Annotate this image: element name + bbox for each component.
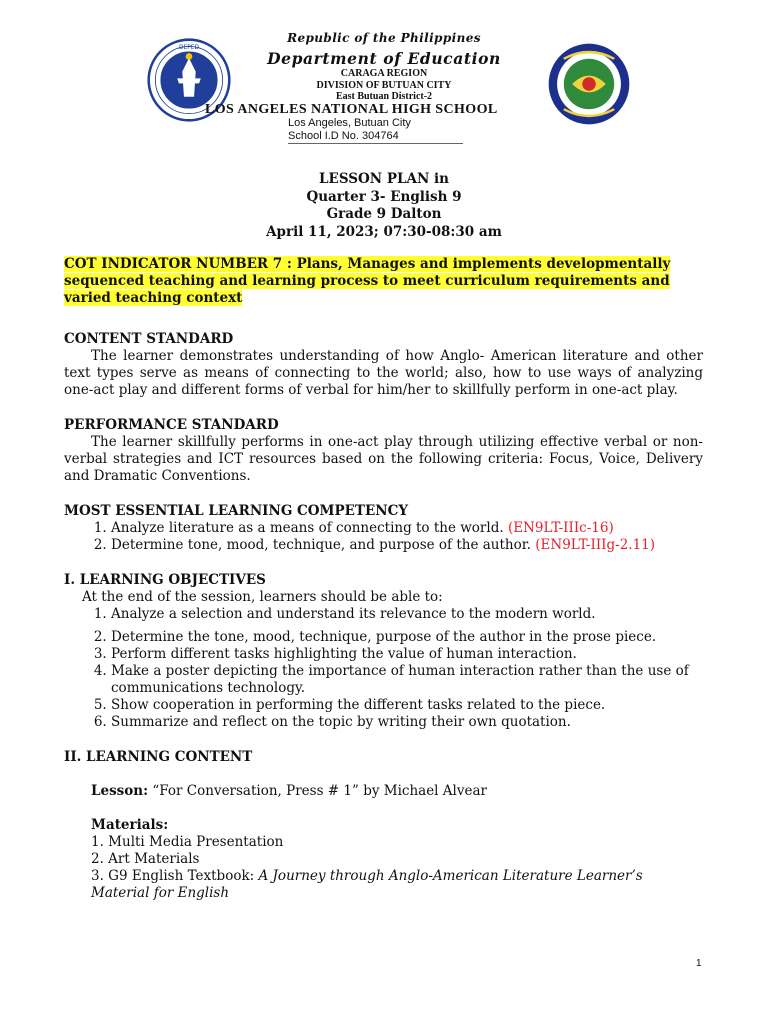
lesson-label: Lesson: — [91, 783, 149, 799]
svg-text:DEPED: DEPED — [179, 44, 199, 51]
region-line: CARAGA REGION — [340, 68, 428, 79]
performance-standard-heading: PERFORMANCE STANDARD — [64, 417, 279, 433]
melc-code: (EN9LT-IIIc-16) — [507, 520, 614, 536]
textbook-title: A Journey through Anglo-American Literature Learner’s Material for English — [91, 868, 643, 901]
melc-text: Analyze literature as a means of connecting to the world. — [111, 520, 508, 536]
title-line-3: Grade 9 Dalton — [326, 206, 442, 222]
title-line-4: April 11, 2023; 07:30-08:30 am — [266, 223, 502, 240]
material-item — [64, 868, 703, 902]
objectives-heading: I. LEARNING OBJECTIVES — [64, 572, 266, 588]
melc-list — [64, 520, 703, 554]
objectives-list — [64, 606, 703, 731]
learning-content-heading: II. LEARNING CONTENT — [64, 749, 253, 765]
school-name: LOS ANGELES NATIONAL HIGH SCHOOL — [205, 102, 498, 117]
lesson-body — [64, 256, 703, 902]
performance-standard-text: The learner skillfully performs in one-act play through utilizing effective verbal or non-verbal strategies and ICT resources based on the following criteria: Focus, Voice, Delivery and Dramatic Conventions. — [64, 434, 703, 484]
material-item: 1. Multi Media Presentation — [91, 834, 284, 850]
district-line: East Butuan District-2 — [335, 91, 433, 102]
title-line-2: Quarter 3- English 9 — [306, 188, 462, 205]
content-standard-heading: CONTENT STANDARD — [64, 331, 234, 347]
cot-indicator: COT INDICATOR NUMBER 7 : Plans, Manages and implements developmentally sequenced teaching and learning process to meet curriculum requirements and varied teaching context — [64, 256, 671, 306]
header-rule — [288, 143, 463, 144]
lesson-line — [64, 783, 703, 800]
materials-label: Materials: — [91, 817, 169, 833]
lesson-text: “For Conversation, Press # 1” by Michael Alvear — [148, 783, 487, 799]
school-id: School I.D No. 304764 — [288, 130, 399, 142]
objectives-intro: At the end of the session, learners should be able to: — [82, 589, 443, 605]
melc-code: (EN9LT-IIIg-2.11) — [535, 537, 656, 553]
list-item: 5. Show cooperation in performing the different tasks related to the piece. — [111, 697, 703, 714]
title-line-1: LESSON PLAN in — [319, 171, 449, 187]
list-item: 3. Perform different tasks highlighting the value of human interaction. — [111, 646, 703, 663]
content-standard-text: The learner demonstrates understanding of how Anglo- American literature and other text types serve as means of connecting to the world; also, how to use ways of analyzing one-act play and different forms of verbal for him/her to skillfully perform in one-act play. — [64, 348, 703, 398]
list-item — [111, 520, 703, 537]
list-item — [111, 537, 703, 554]
list-item: 6. Summarize and reflect on the topic by writing their own quotation. — [111, 714, 703, 731]
lesson-title-block — [0, 171, 768, 241]
list-item: 1. Analyze a selection and understand its relevance to the modern world. — [111, 606, 703, 623]
republic-line: Republic of the Philippines — [287, 31, 481, 45]
division-line: DIVISION OF BUTUAN CITY — [316, 80, 452, 91]
list-item: 2. Determine the tone, mood, technique, purpose of the author in the prose piece. — [111, 629, 703, 646]
melc-heading: MOST ESSENTIAL LEARNING COMPETENCY — [64, 503, 408, 519]
list-item: 4. Make a poster depicting the importance of human interaction rather than the use of communications technology. — [111, 663, 703, 697]
school-address: Los Angeles, Butuan City — [288, 117, 411, 129]
melc-text: Determine tone, mood, technique, and purpose of the author. — [111, 537, 536, 553]
material-prefix: 3. G9 English Textbook: — [91, 868, 259, 884]
department-line: Department of Education — [267, 49, 501, 68]
page-number: 1 — [696, 958, 702, 969]
material-item: 2. Art Materials — [91, 851, 200, 867]
